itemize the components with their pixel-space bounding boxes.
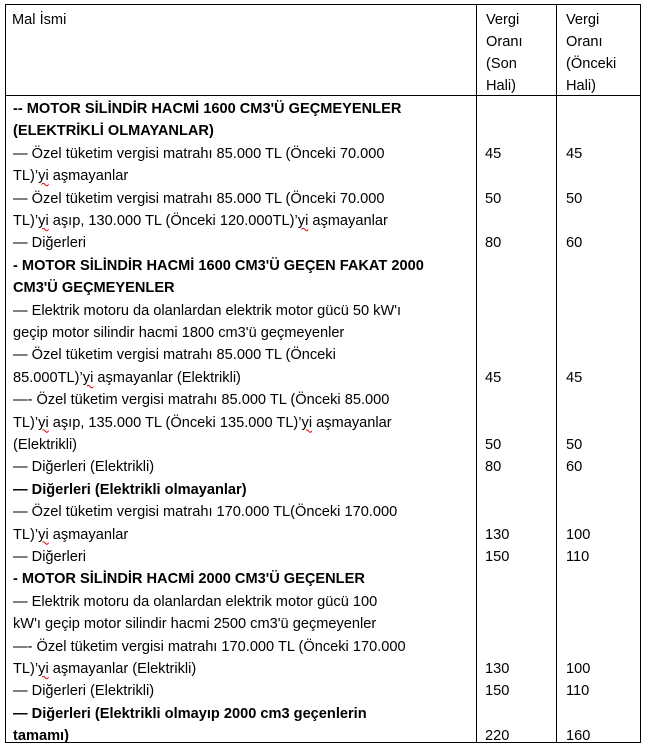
table-row bbox=[6, 636, 640, 658]
previous-rate-value: 50 bbox=[566, 437, 583, 453]
row-description: —- Özel tüketim vergisi matrahı 85.000 TL (Önceki 85.000 bbox=[13, 392, 390, 409]
row-description: — Diğerleri (Elektrikli olmayanlar) bbox=[13, 481, 247, 498]
tax-rate-table bbox=[5, 4, 641, 743]
table-row bbox=[6, 434, 640, 456]
current-rate-value: 50 bbox=[485, 437, 502, 453]
row-description: — Özel tüketim vergisi matrahı 85.000 TL (Önceki 70.000 bbox=[13, 190, 385, 207]
row-description: tamamı) bbox=[13, 728, 69, 745]
table-row bbox=[6, 479, 640, 501]
row-description: — Diğerleri bbox=[13, 549, 86, 565]
table-row bbox=[6, 188, 640, 210]
row-description: 85.000TL)’yi aşmayanlar (Elektrikli) bbox=[13, 369, 241, 386]
previous-rate-value: 45 bbox=[566, 145, 583, 162]
table-row bbox=[6, 568, 640, 590]
table-row bbox=[6, 680, 640, 702]
row-description: kW'ı geçip motor silindir hacmi 2500 cm3'ü geçmeyenler bbox=[13, 616, 377, 633]
table-row bbox=[6, 725, 640, 747]
row-description: — Elektrik motoru da olanlardan elektrik motor gücü 50 kW'ı bbox=[13, 302, 402, 319]
table-row bbox=[6, 591, 640, 613]
current-rate-value: 80 bbox=[485, 235, 502, 252]
header-previous-rate bbox=[556, 5, 640, 96]
header-current-rate bbox=[476, 5, 556, 96]
row-description: geçip motor silindir hacmi 1800 cm3'ü geçmeyenler bbox=[13, 325, 345, 341]
table-row bbox=[6, 165, 640, 187]
row-description: TL)’yi aşmayanlar bbox=[13, 526, 129, 543]
row-description: CM3'Ü GEÇMEYENLER bbox=[13, 280, 175, 297]
header-previous-rate-line: Vergi bbox=[566, 12, 600, 28]
header-previous-rate-line: (Önceki bbox=[566, 56, 617, 72]
header-current-rate-line: (Son bbox=[486, 56, 517, 72]
table-row bbox=[6, 389, 640, 411]
header-current-rate-line: Hali) bbox=[486, 78, 516, 94]
row-description: (Elektrikli) bbox=[13, 437, 78, 453]
table-row bbox=[6, 277, 640, 299]
row-description: TL)’yi aşıp, 130.000 TL (Önceki 120.000TL)’yi aşmayanlar bbox=[13, 213, 388, 229]
row-description: - MOTOR SİLİNDİR HACMİ 1600 CM3'Ü GEÇEN FAKAT 2000 bbox=[13, 257, 424, 274]
previous-rate-value: 60 bbox=[566, 459, 583, 476]
current-rate-value: 150 bbox=[485, 683, 510, 700]
table-row bbox=[6, 367, 640, 389]
current-rate-value: 150 bbox=[485, 549, 510, 565]
table-row bbox=[6, 344, 640, 366]
table-row bbox=[6, 456, 640, 478]
table-row bbox=[6, 322, 640, 344]
current-rate-value: 45 bbox=[485, 369, 502, 386]
table-row bbox=[6, 255, 640, 277]
table-row bbox=[6, 143, 640, 165]
header-current-rate-line: Oranı bbox=[486, 34, 523, 50]
header-previous-rate-line: Oranı bbox=[566, 34, 603, 50]
current-rate-value: 45 bbox=[485, 145, 502, 162]
row-description: — Özel tüketim vergisi matrahı 85.000 TL (Önceki 70.000 bbox=[13, 145, 385, 162]
table-row bbox=[6, 300, 640, 322]
previous-rate-value: 100 bbox=[566, 526, 591, 543]
previous-rate-value: 45 bbox=[566, 369, 583, 386]
row-description: — Diğerleri (Elektrikli) bbox=[13, 683, 155, 700]
row-description: - MOTOR SİLİNDİR HACMİ 2000 CM3'Ü GEÇENLER bbox=[13, 571, 365, 588]
table-row bbox=[6, 120, 640, 142]
row-description: — Diğerleri bbox=[13, 235, 86, 252]
previous-rate-value: 60 bbox=[566, 235, 583, 252]
row-description: — Özel tüketim vergisi matrahı 170.000 TL(Önceki 170.000 bbox=[13, 504, 398, 521]
row-description: — Diğerleri (Elektrikli) bbox=[13, 459, 155, 476]
row-description: — Elektrik motoru da olanlardan elektrik motor gücü 100 bbox=[13, 593, 378, 610]
table-row bbox=[6, 524, 640, 546]
header-previous-rate-line: Hali) bbox=[566, 78, 596, 94]
row-description: — Özel tüketim vergisi matrahı 85.000 TL (Önceki bbox=[13, 347, 336, 364]
table-row bbox=[6, 501, 640, 523]
table-row bbox=[6, 98, 640, 120]
previous-rate-value: 110 bbox=[566, 549, 590, 565]
table-row bbox=[6, 658, 640, 680]
row-description: — Diğerleri (Elektrikli olmayıp 2000 cm3 geçenlerin bbox=[13, 705, 367, 722]
current-rate-value: 130 bbox=[485, 661, 510, 677]
current-rate-value: 130 bbox=[485, 526, 510, 543]
previous-rate-value: 110 bbox=[566, 683, 590, 700]
header-current-rate-line: Vergi bbox=[486, 12, 520, 28]
row-description: TL)’yi aşmayanlar bbox=[13, 168, 129, 185]
row-description: -- MOTOR SİLİNDİR HACMİ 1600 CM3'Ü GEÇMEYENLER bbox=[13, 101, 402, 117]
table-row bbox=[6, 703, 640, 725]
row-description: TL)’yi aşmayanlar (Elektrikli) bbox=[13, 661, 197, 677]
table-row bbox=[6, 412, 640, 434]
row-description: TL)’yi aşıp, 135.000 TL (Önceki 135.000 TL)’yi aşmayanlar bbox=[13, 414, 392, 431]
header-product-name-label: Mal İsmi bbox=[12, 12, 67, 28]
current-rate-value: 80 bbox=[485, 459, 502, 476]
row-description: (ELEKTRİKLİ OLMAYANLAR) bbox=[13, 123, 214, 140]
previous-rate-value: 100 bbox=[566, 661, 591, 677]
current-rate-value: 220 bbox=[485, 728, 510, 745]
table-row bbox=[6, 210, 640, 232]
current-rate-value: 50 bbox=[485, 190, 502, 207]
header-product-name bbox=[6, 5, 476, 96]
previous-rate-value: 50 bbox=[566, 190, 583, 207]
row-description: —- Özel tüketim vergisi matrahı 170.000 TL (Önceki 170.000 bbox=[13, 638, 406, 655]
table-row bbox=[6, 613, 640, 635]
table-row bbox=[6, 546, 640, 568]
table-row bbox=[6, 232, 640, 254]
previous-rate-value: 160 bbox=[566, 728, 591, 745]
